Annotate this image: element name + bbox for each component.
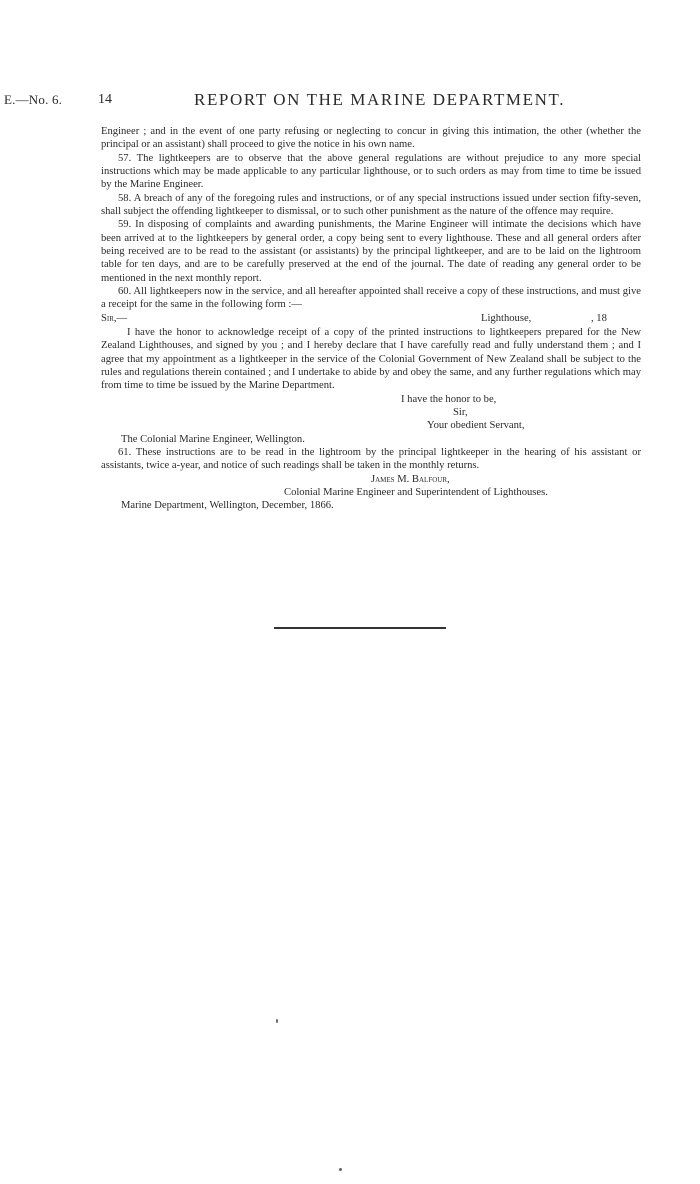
document-reference: E.—No. 6. (4, 92, 63, 107)
page-header (0, 92, 700, 114)
salutation: Sir,— (101, 312, 128, 324)
page-number: 14 (98, 92, 112, 107)
receipt-letter: I have the honor to acknowledge receipt of a copy of the printed instructions to lightkeepers prepared for the New Zealand Lighthouses, and signed by you ; and I hereby declare that I have carefully read and fully understand them ; and I agree that my appointment as a lightkeeper in the service of the Colonial Government of New Zealand shall be subject to the rules and regulations therein contained ; and I undertake to abide by and obey the same, and any further regulations which may from time to time be issued by the Marine Department. (101, 326, 641, 392)
paragraph-continuation: Engineer ; and in the event of one party refusing or neglecting to concur in giving this intimation, the other (whether the principal or an assistant) shall proceed to give the notice in his own name. (101, 126, 641, 151)
paper-speck (339, 1168, 342, 1171)
paragraph-58: 58. A breach of any of the foregoing rules and instructions, or of any special instructions issued under section fifty-seven, shall subject the offending lightkeeper to dismissal, or to such other punishment as the nature of the offence may require. (101, 192, 641, 218)
addressee: The Colonial Marine Engineer, Wellington. (121, 433, 305, 445)
closing-line-2: Sir, (453, 406, 468, 418)
paper-speck (276, 1019, 278, 1023)
paragraph-57: 57. The lightkeepers are to observe that the above general regulations are without prejudice to any more special instructions which may be made applicable to any particular lighthouse, or to such orders as may from time to time be issued by the Marine Engineer. (101, 152, 641, 191)
section-divider (274, 627, 446, 629)
paragraph-59: 59. In disposing of complaints and awarding punishments, the Marine Engineer will intimate the decisions which have been arrived at to the lightkeepers by general order, a copy being sent to every lighthouse. These and all general orders after being received are to be read to the assistant (or assistants) by the principal lightkeeper, and are to be laid on the lightroom table for ten days, and are to be carefully preserved at the end of the journal. The date of reading any general order to be mentioned in the next monthly report. (101, 219, 641, 284)
dateline: Marine Department, Wellington, December, 1866. (121, 500, 334, 512)
document-body (101, 125, 641, 513)
lighthouse-blank: Lighthouse, (481, 312, 532, 324)
paragraph-60: 60. All lightkeepers now in the service, and all hereafter appointed shall receive a copy of these instructions, and must give a receipt for the same in the following form :— (101, 286, 641, 311)
page-title: REPORT ON THE MARINE DEPARTMENT. (194, 90, 566, 109)
year-blank: , 18 (591, 312, 607, 324)
paragraph-61: 61. These instructions are to be read in the lightroom by the principal lightkeeper in the hearing of his assistant or assistants, twice a-year, and notice of such readings shall be taken in the monthly returns. (101, 446, 641, 472)
receipt-form-heading (101, 312, 641, 326)
closing-line-1: I have the honor to be, (401, 393, 497, 405)
closing-line-3: Your obedient Servant, (427, 420, 525, 432)
signature-name: James M. Balfour, (371, 473, 450, 485)
signature-title: Colonial Marine Engineer and Superintendent of Lighthouses. (284, 486, 548, 498)
